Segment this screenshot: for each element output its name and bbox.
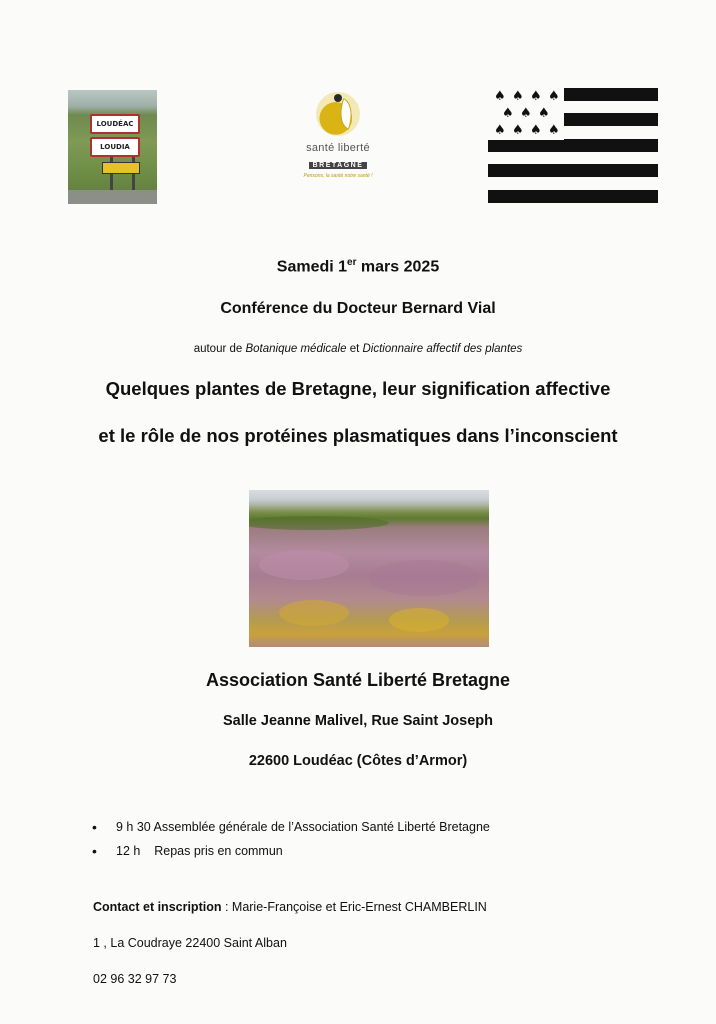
town-sign-breton: LOUDIA [90, 137, 140, 157]
sante-liberte-logo [290, 92, 386, 190]
logo-brand: santé liberté [306, 142, 370, 154]
agenda-list [92, 818, 490, 866]
contact-phone: 02 96 32 97 73 [93, 972, 177, 986]
venue-city: 22600 Loudéac (Côtes d’Armor) [248, 753, 468, 769]
road [68, 190, 157, 204]
conference-subtitle: autour de Botanique médicale et Dictionnaire affectif des plantes [193, 343, 523, 355]
town-sign-french: LOUDÉAC [90, 114, 140, 134]
association-name: Association Santé Liberté Bretagne [205, 670, 511, 690]
book-title: Botanique médicale [245, 343, 347, 355]
talk-title-line-2: et le rôle de nos protéines plasmatiques dans l’inconscient [98, 425, 618, 446]
logo-subtitle: BRETAGNE [309, 162, 368, 169]
contact-line: Contact et inscription : Marie-Françoise et Eric-Ernest CHAMBERLIN [93, 900, 487, 914]
event-date: Samedi 1er mars 2025 [276, 257, 440, 276]
contact-names: Marie-Françoise et Eric-Ernest CHAMBERLIN [231, 900, 487, 914]
logo-emblem-icon [316, 92, 360, 136]
town-sign-photo [68, 90, 157, 204]
conference-title: Conférence du Docteur Bernard Vial [220, 300, 496, 317]
venue-hall: Salle Jeanne Malivel, Rue Saint Joseph [223, 713, 493, 729]
breton-flag-icon: ♠ ♠ ♠ ♠ ♠ ♠ ♠ ♠ ♠ ♠ ♠ [488, 88, 658, 203]
heathland-photo [249, 490, 489, 647]
contact-address: 1 , La Coudraye 22400 Saint Alban [93, 936, 287, 950]
talk-title-line-1: Quelques plantes de Bretagne, leur signification affective [105, 378, 611, 399]
logo-slogan: Pensons, la santé notre santé ! [303, 173, 373, 179]
agenda-item: • 12 h Repas pris en commun [92, 842, 490, 866]
agenda-item: • 9 h 30 Assemblée générale de l’Association Santé Liberté Bretagne [92, 818, 490, 842]
direction-sign [102, 162, 140, 174]
contact-label: Contact et inscription [93, 900, 222, 914]
book-title: Dictionnaire affectif des plantes [362, 343, 523, 355]
